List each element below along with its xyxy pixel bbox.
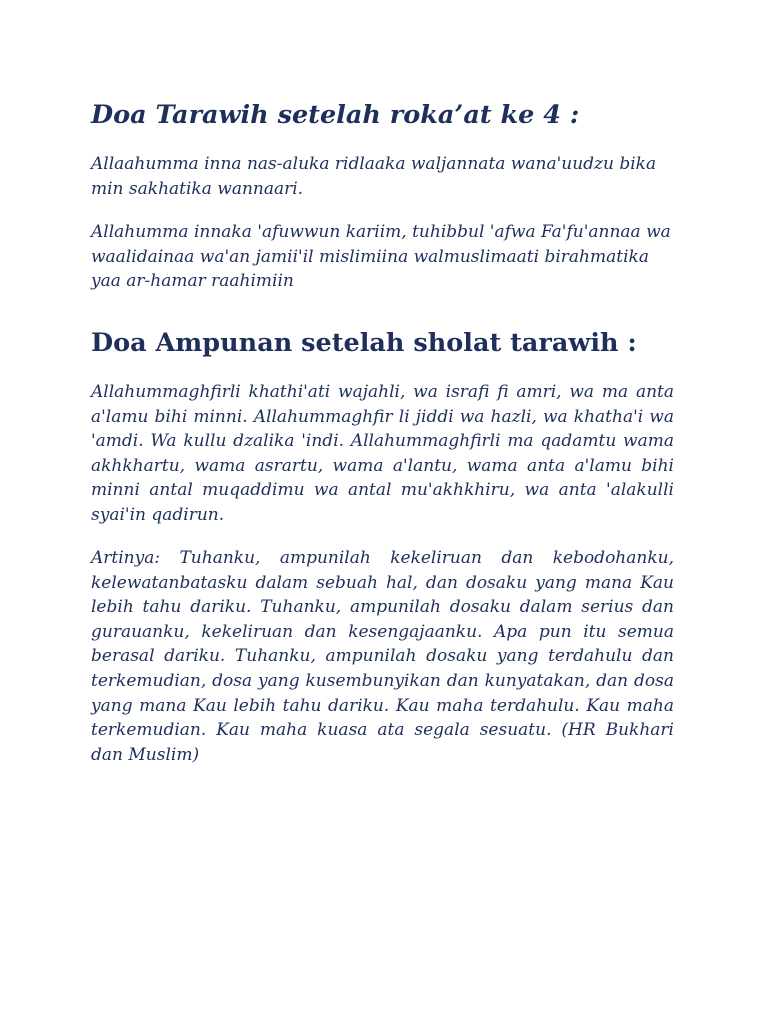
- prayer-paragraph-2: Allahumma innaka 'afuwwun kariim, tuhibbul 'afwa Fa'fu'annaa wa waalidainaa wa'an jamii'il mislimiina walmuslimaati birahmatika yaa ar-hamar raahimiin: [91, 222, 671, 292]
- section-title-ampunan: Doa Ampunan setelah sholat tarawih :: [91, 328, 637, 358]
- section-title-tarawih: Doa Tarawih setelah roka’at ke 4 :: [91, 100, 580, 130]
- prayer-paragraph-1: Allaahumma inna nas-aluka ridlaaka waljannata wana'uudzu bika min sakhatika wannaari.: [91, 154, 657, 199]
- translation-paragraph: Artinya: Tuhanku, ampunilah kekeliruan dan kebodohanku, kelewatanbatasku dalam sebuah hal, dan dosaku yang mana Kau lebih tahu dariku. Tuhanku, ampunilah dosaku dalam serius dan gurauanku, kekeliruan dan kesengajaanku. Apa pun itu semua berasal dariku. Tuhanku, ampunilah dosaku yang terdahulu dan terkemudian, dosa yang kusembunyikan dan kunyatakan, dan dosa yang mana Kau lebih tahu dariku. Kau maha terdahulu. Kau maha terkemudian. Kau maha kuasa ata segala sesuatu. (HR Bukhari dan Muslim): [91, 548, 674, 765]
- prayer-paragraph-ampunan: Allahummaghfirli khathi'ati wajahli, wa israfi fi amri, wa ma anta a'lamu bihi minni. Allahummaghfir li jiddi wa hazli, wa khatha'i wa 'amdi. Wa kullu dzalika 'indi. Allahummaghfirli ma qadamtu wama akhkhartu, wama asrartu, wama a'lantu, wama anta a'lamu bihi minni antal muqaddimu wa antal mu'akhkhiru, wa anta 'alakulli syai'in qadirun.: [91, 382, 674, 525]
